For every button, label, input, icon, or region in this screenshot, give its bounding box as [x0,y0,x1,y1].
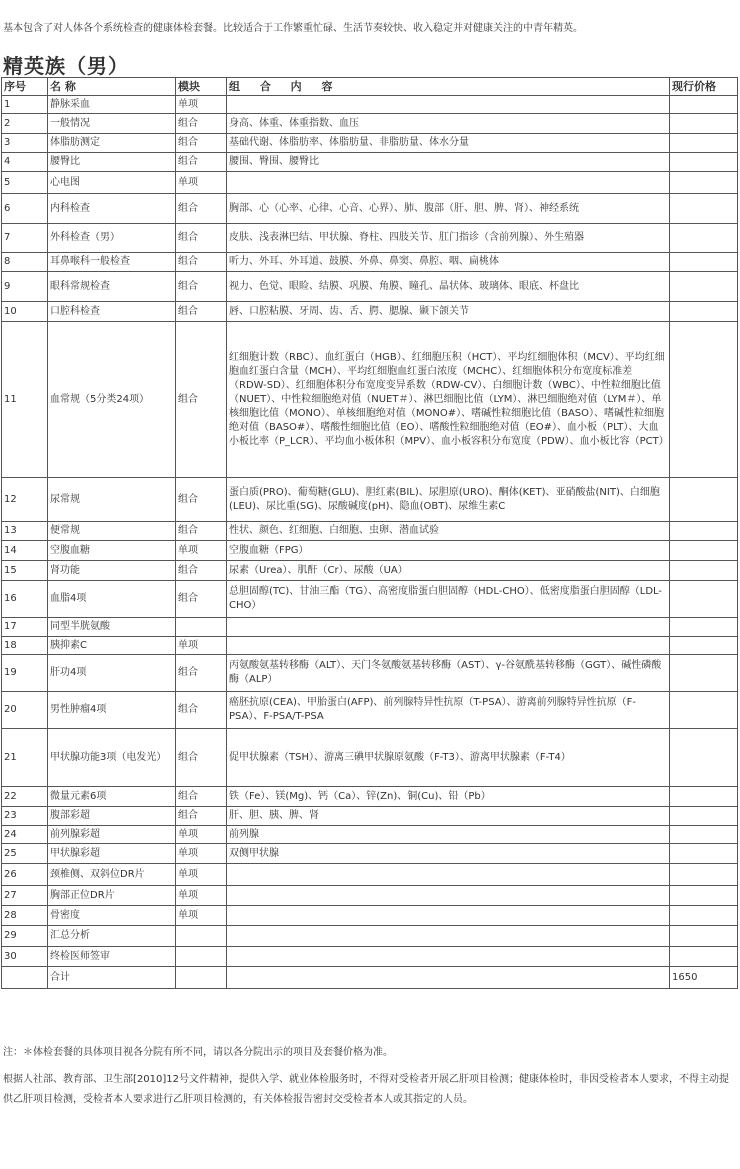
cell-no: 19 [2,655,48,692]
cell-price [670,864,738,886]
table-row [2,729,738,787]
cell-name: 甲状腺功能3项（电发光） [48,729,176,787]
cell-name: 合计 [48,967,176,989]
cell-no: 1 [2,96,48,114]
cell-no: 16 [2,581,48,618]
cell-module: 组合 [176,253,227,272]
cell-name: 骨密度 [48,906,176,926]
cell-name: 肾功能 [48,561,176,581]
cell-no: 14 [2,541,48,561]
cell-items: 听力、外耳、外耳道、鼓膜、外鼻、鼻窦、鼻腔、咽、扁桃体 [227,253,670,272]
table-row [2,886,738,906]
cell-module: 组合 [176,322,227,478]
cell-name: 汇总分析 [48,926,176,947]
cell-items [227,637,670,655]
cell-price [670,844,738,864]
cell-module: 组合 [176,224,227,253]
cell-no: 6 [2,194,48,224]
cell-module: 组合 [176,787,227,807]
cell-no: 12 [2,478,48,522]
cell-no: 8 [2,253,48,272]
cell-price [670,322,738,478]
cell-price [670,692,738,729]
cell-module: 单项 [176,637,227,655]
table-row [2,826,738,844]
cell-items: 基础代谢、体脂肪率、体脂肪量、非脂肪量、体水分量 [227,134,670,153]
cell-no: 26 [2,864,48,886]
table-row [2,947,738,967]
cell-no: 18 [2,637,48,655]
cell-name: 腰臀比 [48,153,176,172]
cell-price [670,114,738,134]
cell-price [670,153,738,172]
cell-module: 单项 [176,96,227,114]
cell-price [670,96,738,114]
cell-module: 单项 [176,844,227,864]
table-row [2,967,738,989]
cell-no: 13 [2,522,48,541]
cell-module: 组合 [176,692,227,729]
cell-name: 男性肿瘤4项 [48,692,176,729]
cell-price [670,541,738,561]
cell-items [227,906,670,926]
cell-name: 终检医师签审 [48,947,176,967]
cell-module: 单项 [176,906,227,926]
header-no: 序号 [2,78,48,96]
cell-no: 3 [2,134,48,153]
cell-items [227,864,670,886]
cell-price [670,655,738,692]
cell-no: 23 [2,807,48,826]
table-row [2,561,738,581]
cell-name: 一般情况 [48,114,176,134]
cell-name: 颈椎侧、双斜位DR片 [48,864,176,886]
cell-price [670,194,738,224]
cell-no: 25 [2,844,48,864]
cell-name: 静脉采血 [48,96,176,114]
cell-no: 11 [2,322,48,478]
cell-price [670,906,738,926]
cell-price [670,134,738,153]
table-row [2,906,738,926]
cell-name: 微量元素6项 [48,787,176,807]
cell-name: 体脂肪测定 [48,134,176,153]
cell-module: 组合 [176,522,227,541]
cell-items [227,967,670,989]
package-title: 精英族（男） [3,54,129,78]
cell-items: 癌胚抗原(CEA)、甲胎蛋白(AFP)、前列腺特异性抗原（T-PSA）、游离前列腺特异性抗原（F-PSA）、F-PSA/T-PSA [227,692,670,729]
cell-module [176,618,227,637]
cell-price [670,618,738,637]
cell-module: 单项 [176,886,227,906]
cell-name: 外科检查（男） [48,224,176,253]
cell-price [670,729,738,787]
cell-module: 组合 [176,302,227,322]
table-row [2,134,738,153]
cell-no: 22 [2,787,48,807]
cell-module [176,947,227,967]
cell-name: 内科检查 [48,194,176,224]
cell-items: 丙氨酸氨基转移酶（ALT）、天门冬氨酸氨基转移酶（AST）、γ-谷氨酰基转移酶（GGT）、碱性磷酸酶（ALP） [227,655,670,692]
cell-module [176,926,227,947]
cell-no: 17 [2,618,48,637]
cell-items: 促甲状腺素（TSH）、游离三碘甲状腺原氨酸（F-T3）、游离甲状腺素（F-T4） [227,729,670,787]
cell-name: 眼科常规检查 [48,272,176,302]
cell-price [670,787,738,807]
cell-no: 24 [2,826,48,844]
table-header-row [2,78,738,96]
cell-price [670,224,738,253]
cell-name: 血脂4项 [48,581,176,618]
cell-module: 组合 [176,114,227,134]
table-row [2,637,738,655]
cell-price [670,807,738,826]
note-disclaimer: 注：＊体检套餐的具体项目视各分院有所不同，请以各分院出示的项目及套餐价格为准。 [3,1047,393,1058]
table-row [2,194,738,224]
cell-price [670,886,738,906]
cell-name: 耳鼻喉科一般检查 [48,253,176,272]
note-hepatitis-policy: 根据人社部、教育部、卫生部[2010]12号文件精神，提供入学、就业体检服务时，不得对受检者开展乙肝项目检测；健康体检时，非因受检者本人要求，不得主动提供乙肝项目检测，受检者本人要求进行乙肝项目检测的，有关体检报告密封交受检者本人或其指定的人员。 [3,1074,729,1105]
cell-price [670,272,738,302]
cell-name: 甲状腺彩超 [48,844,176,864]
cell-items: 双侧甲状腺 [227,844,670,864]
cell-items: 视力、色觉、眼睑、结膜、巩膜、角膜、瞳孔、晶状体、玻璃体、眼底、杯盘比 [227,272,670,302]
cell-no [2,967,48,989]
table-row [2,224,738,253]
cell-module: 组合 [176,478,227,522]
cell-items: 肝、胆、胰、脾、肾 [227,807,670,826]
cell-no: 4 [2,153,48,172]
table-row [2,926,738,947]
table-row [2,844,738,864]
cell-price [670,253,738,272]
table-row [2,541,738,561]
cell-module: 单项 [176,541,227,561]
cell-module: 组合 [176,729,227,787]
cell-items [227,618,670,637]
cell-module: 组合 [176,153,227,172]
cell-items [227,947,670,967]
cell-name: 血常规（5分类24项） [48,322,176,478]
cell-module: 单项 [176,826,227,844]
cell-module: 单项 [176,864,227,886]
table-row [2,96,738,114]
header-name: 名 称 [48,78,176,96]
cell-items: 蛋白质(PRO)、葡萄糖(GLU)、胆红素(BIL)、尿胆原(URO)、酮体(KET)、亚硝酸盐(NIT)、白细胞(LEU)、尿比重(SG)、尿酸碱度(pH)、隐血(OBT)、尿维生素C [227,478,670,522]
cell-no: 5 [2,172,48,194]
cell-module [176,967,227,989]
table-row [2,302,738,322]
cell-items: 身高、体重、体重指数、血压 [227,114,670,134]
header-module: 模块 [176,78,227,96]
table-row [2,272,738,302]
table-row [2,787,738,807]
header-items: 组 合 内 容 [227,78,670,96]
cell-no: 20 [2,692,48,729]
cell-no: 28 [2,906,48,926]
cell-items: 胸部、心（心率、心律、心音、心界）、肺、腹部（肝、胆、脾、肾）、神经系统 [227,194,670,224]
table-row [2,618,738,637]
table-row [2,522,738,541]
cell-name: 胸部正位DR片 [48,886,176,906]
cell-module: 组合 [176,581,227,618]
cell-items [227,926,670,947]
table-row [2,114,738,134]
table-row [2,581,738,618]
cell-no: 30 [2,947,48,967]
cell-price [670,302,738,322]
cell-name: 腹部彩超 [48,807,176,826]
cell-no: 29 [2,926,48,947]
cell-module: 组合 [176,561,227,581]
cell-name: 便常规 [48,522,176,541]
cell-price: 1650 [670,967,738,989]
cell-items [227,172,670,194]
table-row [2,478,738,522]
cell-items: 腰围、臀围、腰臀比 [227,153,670,172]
cell-items: 尿素（Urea）、肌酐（Cr）、尿酸（UA） [227,561,670,581]
cell-no: 7 [2,224,48,253]
cell-items: 皮肤、浅表淋巴结、甲状腺、脊柱、四肢关节、肛门指诊（含前列腺）、外生殖器 [227,224,670,253]
cell-items: 空腹血糖（FPG） [227,541,670,561]
cell-no: 21 [2,729,48,787]
table-row [2,253,738,272]
cell-no: 10 [2,302,48,322]
table-row [2,655,738,692]
cell-items: 铁（Fe）、镁(Mg)、钙（Ca）、锌(Zn)、铜(Cu)、铅（Pb） [227,787,670,807]
cell-name: 前列腺彩超 [48,826,176,844]
cell-module: 组合 [176,807,227,826]
table-row [2,153,738,172]
table-row [2,692,738,729]
cell-price [670,826,738,844]
cell-name: 心电图 [48,172,176,194]
cell-price [670,522,738,541]
intro-text: 基本包含了对人体各个系统检查的健康体检套餐。比较适合于工作繁重忙碌、生活节奏较快、收入稳定并对健康关注的中青年精英。 [3,23,583,34]
cell-name: 胰抑素C [48,637,176,655]
cell-items: 红细胞计数（RBC）、血红蛋白（HGB）、红细胞压积（HCT）、平均红细胞体积（MCV）、平均红细胞血红蛋白含量（MCH）、平均红细胞血红蛋白浓度（MCHC）、红细胞体积分布宽度标准差（RDW-SD）、红细胞体积分布宽度变异系数（RDW-CV）、白细胞计数（WBC）、中性粒细胞比值（NUET）、中性粒细胞绝对值（NUET＃）、淋巴细胞比值（LYM）、淋巴细胞绝对值（LYM＃）、单核细胞比值（MONO）、单核细胞绝对值（MONO#）、嗜碱性粒细胞比值（BASO）、嗜碱性粒细胞绝对值（BASO#）、嗜酸性细胞比值（EO）、嗜酸性粒细胞绝对值（EO#）、血小板（PLT）、大血小板比率（P_LCR）、平均血小板体积（MPV）、血小板容积分布宽度（PDW）、血小板比容（PCT） [227,322,670,478]
cell-price [670,478,738,522]
cell-price [670,561,738,581]
cell-price [670,172,738,194]
header-price: 现行价格 [670,78,738,96]
cell-price [670,926,738,947]
cell-price [670,637,738,655]
cell-items [227,886,670,906]
cell-items: 前列腺 [227,826,670,844]
cell-no: 27 [2,886,48,906]
cell-name: 空腹血糖 [48,541,176,561]
cell-name: 尿常规 [48,478,176,522]
package-table [1,77,738,989]
cell-name: 口腔科检查 [48,302,176,322]
cell-module: 单项 [176,172,227,194]
table-row [2,864,738,886]
cell-module: 组合 [176,134,227,153]
cell-no: 15 [2,561,48,581]
cell-no: 2 [2,114,48,134]
cell-items: 总胆固醇(TC)、甘油三酯（TG）、高密度脂蛋白胆固醇（HDL-CHO）、低密度脂蛋白胆固醇（LDL-CHO） [227,581,670,618]
table-row [2,807,738,826]
cell-name: 同型半胱氨酸 [48,618,176,637]
cell-module: 组合 [176,194,227,224]
cell-items: 性状、颜色、红细胞、白细胞、虫卵、潜血试验 [227,522,670,541]
cell-module: 组合 [176,272,227,302]
cell-price [670,947,738,967]
cell-module: 组合 [176,655,227,692]
cell-no: 9 [2,272,48,302]
table-row [2,322,738,478]
cell-items: 唇、口腔粘膜、牙周、齿、舌、腭、腮腺、颞下颌关节 [227,302,670,322]
table-row [2,172,738,194]
cell-name: 肝功4项 [48,655,176,692]
cell-price [670,581,738,618]
notes [3,1046,737,1110]
cell-items [227,96,670,114]
